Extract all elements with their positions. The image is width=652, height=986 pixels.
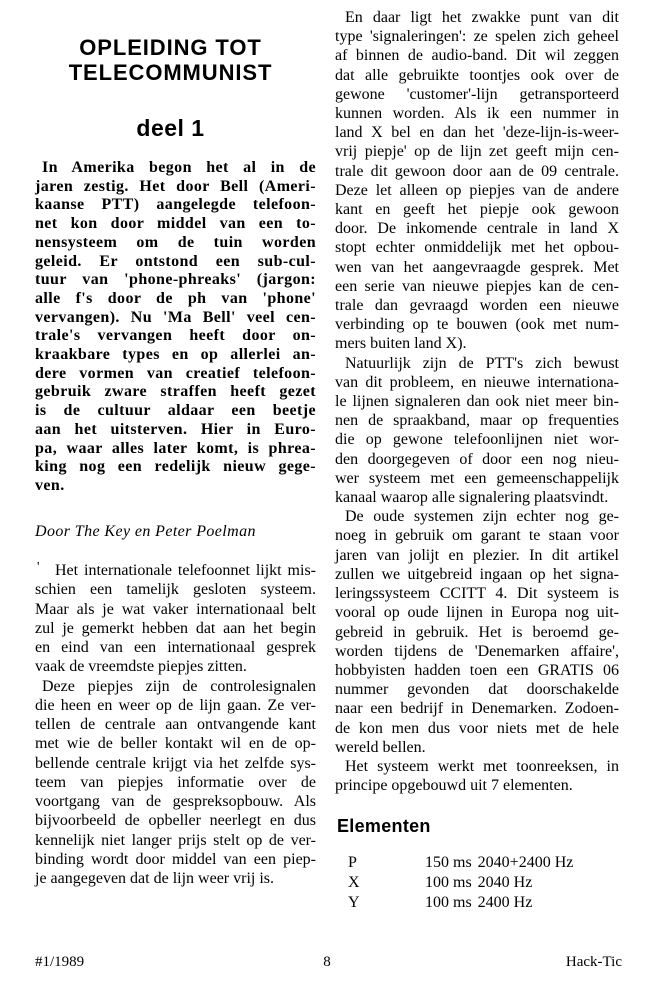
text-line: hobbyisten hadden toen een GRATIS 06	[335, 661, 619, 679]
text-line: van dit probleem, en nieuwe internationa-	[335, 373, 619, 391]
footer-magazine-name: Hack-Tic	[565, 954, 622, 970]
text-line: Maar als je wat vaker internationaal belt	[35, 600, 316, 618]
left-column-body	[35, 561, 316, 888]
element-spec	[425, 853, 619, 873]
text-line: nummer gevonden dat doorschakelde	[335, 681, 619, 699]
byline: Door The Key en Peter Poelman	[35, 523, 256, 540]
text-line: jaren zestig. Het door Bell (Ameri-	[35, 177, 316, 195]
text-line: zul je gemerkt hebben dat aan het begin	[35, 619, 316, 637]
text-line: kaanse PTT) aangelegde telefoon-	[35, 196, 316, 214]
text-line: stopt echter onmiddelijk met het opbou-	[335, 239, 619, 257]
element-spec	[425, 873, 619, 893]
text-line: binding wordt door middel van een piep-	[35, 850, 316, 868]
text-line: kraakbare types en op allerlei an-	[35, 346, 316, 364]
text-line: king nog een redelijk nieuw gege-	[35, 458, 316, 476]
text-line: kant en geeft het piepje ook gewoon	[335, 201, 619, 219]
text-line: trale dit gewoon door aan de 09 centrale.	[335, 162, 619, 180]
text-line: aan het uitsterven. Hier in Euro-	[35, 420, 316, 438]
text-line: nensysteem om de tuin worden	[35, 233, 316, 251]
text-line: worden tijdens de 'Denemarken affaire',	[335, 642, 619, 660]
text-line: En daar ligt het zwakke punt van dit	[345, 9, 619, 26]
text-line: mers buiten land X).	[335, 335, 467, 353]
text-line: is de cultuur aldaar een beetje	[35, 402, 316, 420]
body-paragraph	[35, 677, 316, 889]
text-line: trale dan gevraagd worden een nieuwe	[335, 297, 619, 315]
text-line: teem van piepjes informatie over de	[35, 773, 316, 791]
text-line: den doorgegeven of door een nog nieu-	[335, 450, 619, 468]
text-line: kanaal waarop alle signalering plaatsvindt.	[335, 489, 609, 507]
text-line: kennelijk niet langer prijs stelt op de ver-	[35, 831, 316, 849]
text-line: wen van het aangevraagde gesprek. Met	[335, 258, 619, 276]
text-line: je aangegeven dat de lijn weer vrij is.	[35, 870, 275, 887]
text-line: en eind van een internationaal gesprek	[35, 639, 316, 656]
element-frequency: 2040 Hz	[477, 874, 533, 891]
text-line: tuur van 'phone-phreaks' (jargon:	[35, 271, 316, 289]
lead-mark: '	[37, 560, 40, 575]
right-column-body	[335, 8, 619, 795]
table-row	[335, 873, 619, 893]
text-line: De oude systemen zijn echter nog ge-	[345, 508, 619, 526]
text-line: dat alle gebruikte toontjes ook over de	[335, 66, 619, 84]
text-line: gewone 'customer'-lijn getransporteerd	[335, 85, 619, 103]
title-line: TELECOMMUNIST	[68, 60, 273, 85]
text-line: Het systeem werkt met toonreeksen, in	[345, 757, 619, 775]
element-frequency: 2400 Hz	[477, 894, 533, 911]
text-line: land X bel en dan het 'deze-lijn-is-weer-	[335, 124, 619, 142]
element-spec	[425, 893, 619, 913]
article-title	[20, 35, 321, 85]
text-line: wer systeem met een gemeenschappelijk	[335, 469, 619, 487]
text-line: gebreid in gebruik. Het is beroemd ge-	[335, 623, 619, 641]
body-paragraph	[335, 757, 619, 795]
text-line: principe opgebouwd uit 7 elementen.	[335, 777, 573, 795]
text-line: vaak de vreemdste piepjes zitten.	[35, 658, 247, 676]
body-paragraph	[335, 354, 619, 508]
text-line: de kon men dus voor niets met de hele	[335, 719, 619, 737]
text-line: bijvoorbeeld de opbeller neerlegt en dus	[35, 812, 316, 830]
text-line: door. De inkomende centrale in land X	[335, 220, 619, 238]
text-line: Natuurlijk zijn de PTT's zich bewust	[345, 354, 619, 372]
text-line: le lijnen signaleren dan ook niet meer bin-	[335, 393, 619, 411]
text-line: ven.	[35, 476, 65, 494]
body-paragraph	[335, 507, 619, 757]
intro-paragraph	[35, 159, 316, 496]
text-line: Deze piepjes zijn de controlesignalen	[42, 677, 316, 695]
text-line: naar een bedrijf in Denemarken. Zodoen-	[335, 700, 619, 718]
text-line: nen de spraakband, maar op frequenties	[335, 412, 619, 430]
text-line: geleid. Er ontstond een sub-cul-	[35, 252, 316, 270]
text-line: wereld bellen.	[335, 738, 426, 756]
text-line: type 'signaleringen': ze spelen zich geheel	[335, 28, 619, 46]
text-line: zullen we uitgebreid ingaan op het signa-	[335, 565, 619, 583]
text-line: die heen en weer op de lijn gaan. Ze ver-	[35, 696, 316, 714]
text-line: Deze let alleen op piepjes van de andere	[335, 181, 619, 199]
text-line: vervangen). Nu 'Ma Bell' veel cen-	[35, 308, 316, 326]
body-paragraph	[335, 8, 619, 354]
footer-issue: #1/1989	[35, 954, 85, 970]
footer-page-number: 8	[323, 954, 331, 970]
text-line: trale's vervangen heeft door on-	[35, 327, 316, 345]
text-line: alle f's door de ph van 'phone'	[35, 289, 316, 307]
element-symbol: X	[348, 874, 360, 891]
element-symbol: P	[348, 854, 357, 871]
title-line: OPLEIDING TOT	[79, 35, 262, 60]
element-duration: 100 ms	[425, 894, 472, 911]
text-line: vooral op oude lijnen in Europa nog uit-	[335, 604, 619, 622]
elements-table	[335, 853, 619, 913]
text-line: pa, waar alles later komt, is phrea-	[35, 439, 316, 457]
text-line: tellen de centrale aan ontvangende kant	[35, 716, 316, 733]
element-frequency: 2040+2400 Hz	[477, 854, 574, 871]
section-heading: Elementen	[337, 816, 431, 836]
text-line: noeg in gebruik om garant te staan voor	[335, 527, 619, 545]
element-duration: 100 ms	[425, 874, 472, 891]
text-line: gebruik zware straffen heeft gezet	[35, 383, 316, 401]
table-row	[335, 853, 619, 873]
text-line: In Amerika begon het al in de	[42, 159, 316, 176]
text-line: Het internationale telefoonnet lijkt mis-	[55, 562, 316, 579]
text-line: vrij piepje' op de lijn zet geeft mijn cen-	[335, 143, 619, 161]
text-line: schien een tamelijk gesloten systeem.	[35, 581, 316, 599]
element-duration: 150 ms	[425, 854, 472, 871]
text-line: kunnen worden. Als ik een nummer in	[335, 105, 619, 123]
text-line: die op gewone telefoonlijnen niet wor-	[335, 431, 619, 449]
element-symbol: Y	[348, 894, 360, 911]
text-line: net kon door middel van een to-	[35, 215, 316, 233]
text-line: bellende centrale krijgt via het zelfde sys-	[35, 754, 316, 772]
text-line: af binnen de audio-band. Dit wil zeggen	[335, 47, 619, 65]
text-line: leringssysteem CCITT 4. Dit systeem is	[335, 585, 619, 603]
article-part-label: deel 1	[136, 115, 205, 141]
body-paragraph	[35, 561, 316, 677]
text-line: dere vormen van creatief telefoon-	[35, 364, 316, 382]
text-line: verbinding op te bouwen (ook met num-	[335, 316, 619, 334]
text-line: een serie van nieuwe piepjes kan de cen-	[335, 277, 619, 295]
text-line: jaren van jolijt en plezier. In dit artikel	[335, 546, 619, 564]
table-row	[335, 893, 619, 913]
text-line: voortgang van de gespreksopbouw. Als	[35, 793, 316, 810]
text-line: met wie de beller kontakt wil en de op-	[35, 735, 316, 753]
